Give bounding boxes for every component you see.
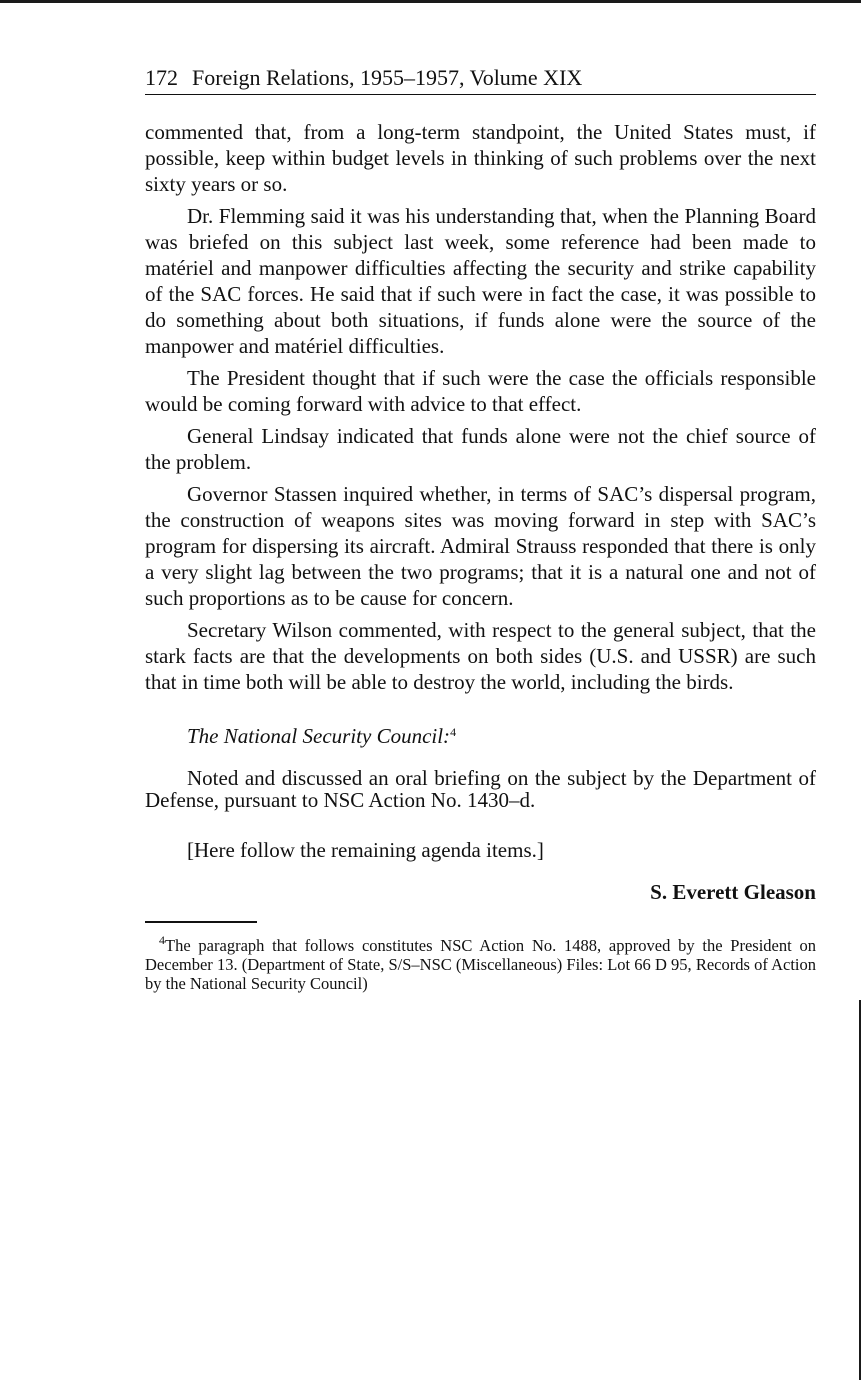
- running-title: Foreign Relations, 1955–1957, Volume XIX: [192, 65, 583, 90]
- footnote-divider: [145, 921, 257, 923]
- footnote-marker: 4: [159, 933, 165, 947]
- paragraph-president: The President thought that if such were the case the officials responsible would be coming forward with advice to that effect.: [145, 366, 816, 416]
- page-number: 172: [145, 65, 178, 90]
- paragraph-wilson: Secretary Wilson commented, with respect to the general subject, that the stark facts are that the developments on both sides (U.S. and USSR) are such that in time both will be able to destroy the world, including the birds.: [145, 618, 816, 694]
- editor-note: [Here follow the remaining agenda items.]: [187, 838, 544, 862]
- council-action: Noted and discussed an oral briefing on the subject by the Department of Defense, pursuant to NSC Action No. 1430–d.: [145, 766, 816, 812]
- running-header: [145, 64, 816, 95]
- signature: S. Everett Gleason: [650, 880, 816, 904]
- paragraph-lindsay: General Lindsay indicated that funds alone were not the chief source of the problem.: [145, 424, 816, 474]
- paragraph-stassen: Governor Stassen inquired whether, in terms of SAC’s dispersal program, the construction of weapons sites was moving forward in step with SAC’s program for dispersing its aircraft. Admiral Strauss responded that there is only a very slight lag between the two programs; that it is a natural one and not of such proportions as to be cause for concern.: [145, 482, 816, 610]
- footnote-text: The paragraph that follows constitutes NSC Action No. 1488, approved by the President on December 13. (Department of State, S/S–NSC (Miscellaneous) Files: Lot 66 D 95, Records of Action by the National Security Council): [145, 936, 816, 993]
- paragraph-continued: commented that, from a long-term standpoint, the United States must, if possible, keep within budget levels in thinking of such problems over the next sixty years or so.: [145, 120, 816, 196]
- page-top-edge: [0, 0, 861, 3]
- council-heading: [145, 719, 816, 749]
- body-text: [145, 119, 816, 695]
- footnote-reference: 4: [450, 725, 457, 739]
- document-page: [145, 64, 816, 993]
- council-heading-text: The National Security Council:: [187, 724, 451, 748]
- paragraph-flemming: Dr. Flemming said it was his understanding that, when the Planning Board was briefed on this subject last week, some reference had been made to matériel and manpower difficulties affecting the security and strike capability of the SAC forces. He said that if such were in fact the case, it was possible to do something about both situations, if funds alone were the source of the manpower and matériel difficulties.: [145, 204, 816, 358]
- footnote: [145, 931, 816, 993]
